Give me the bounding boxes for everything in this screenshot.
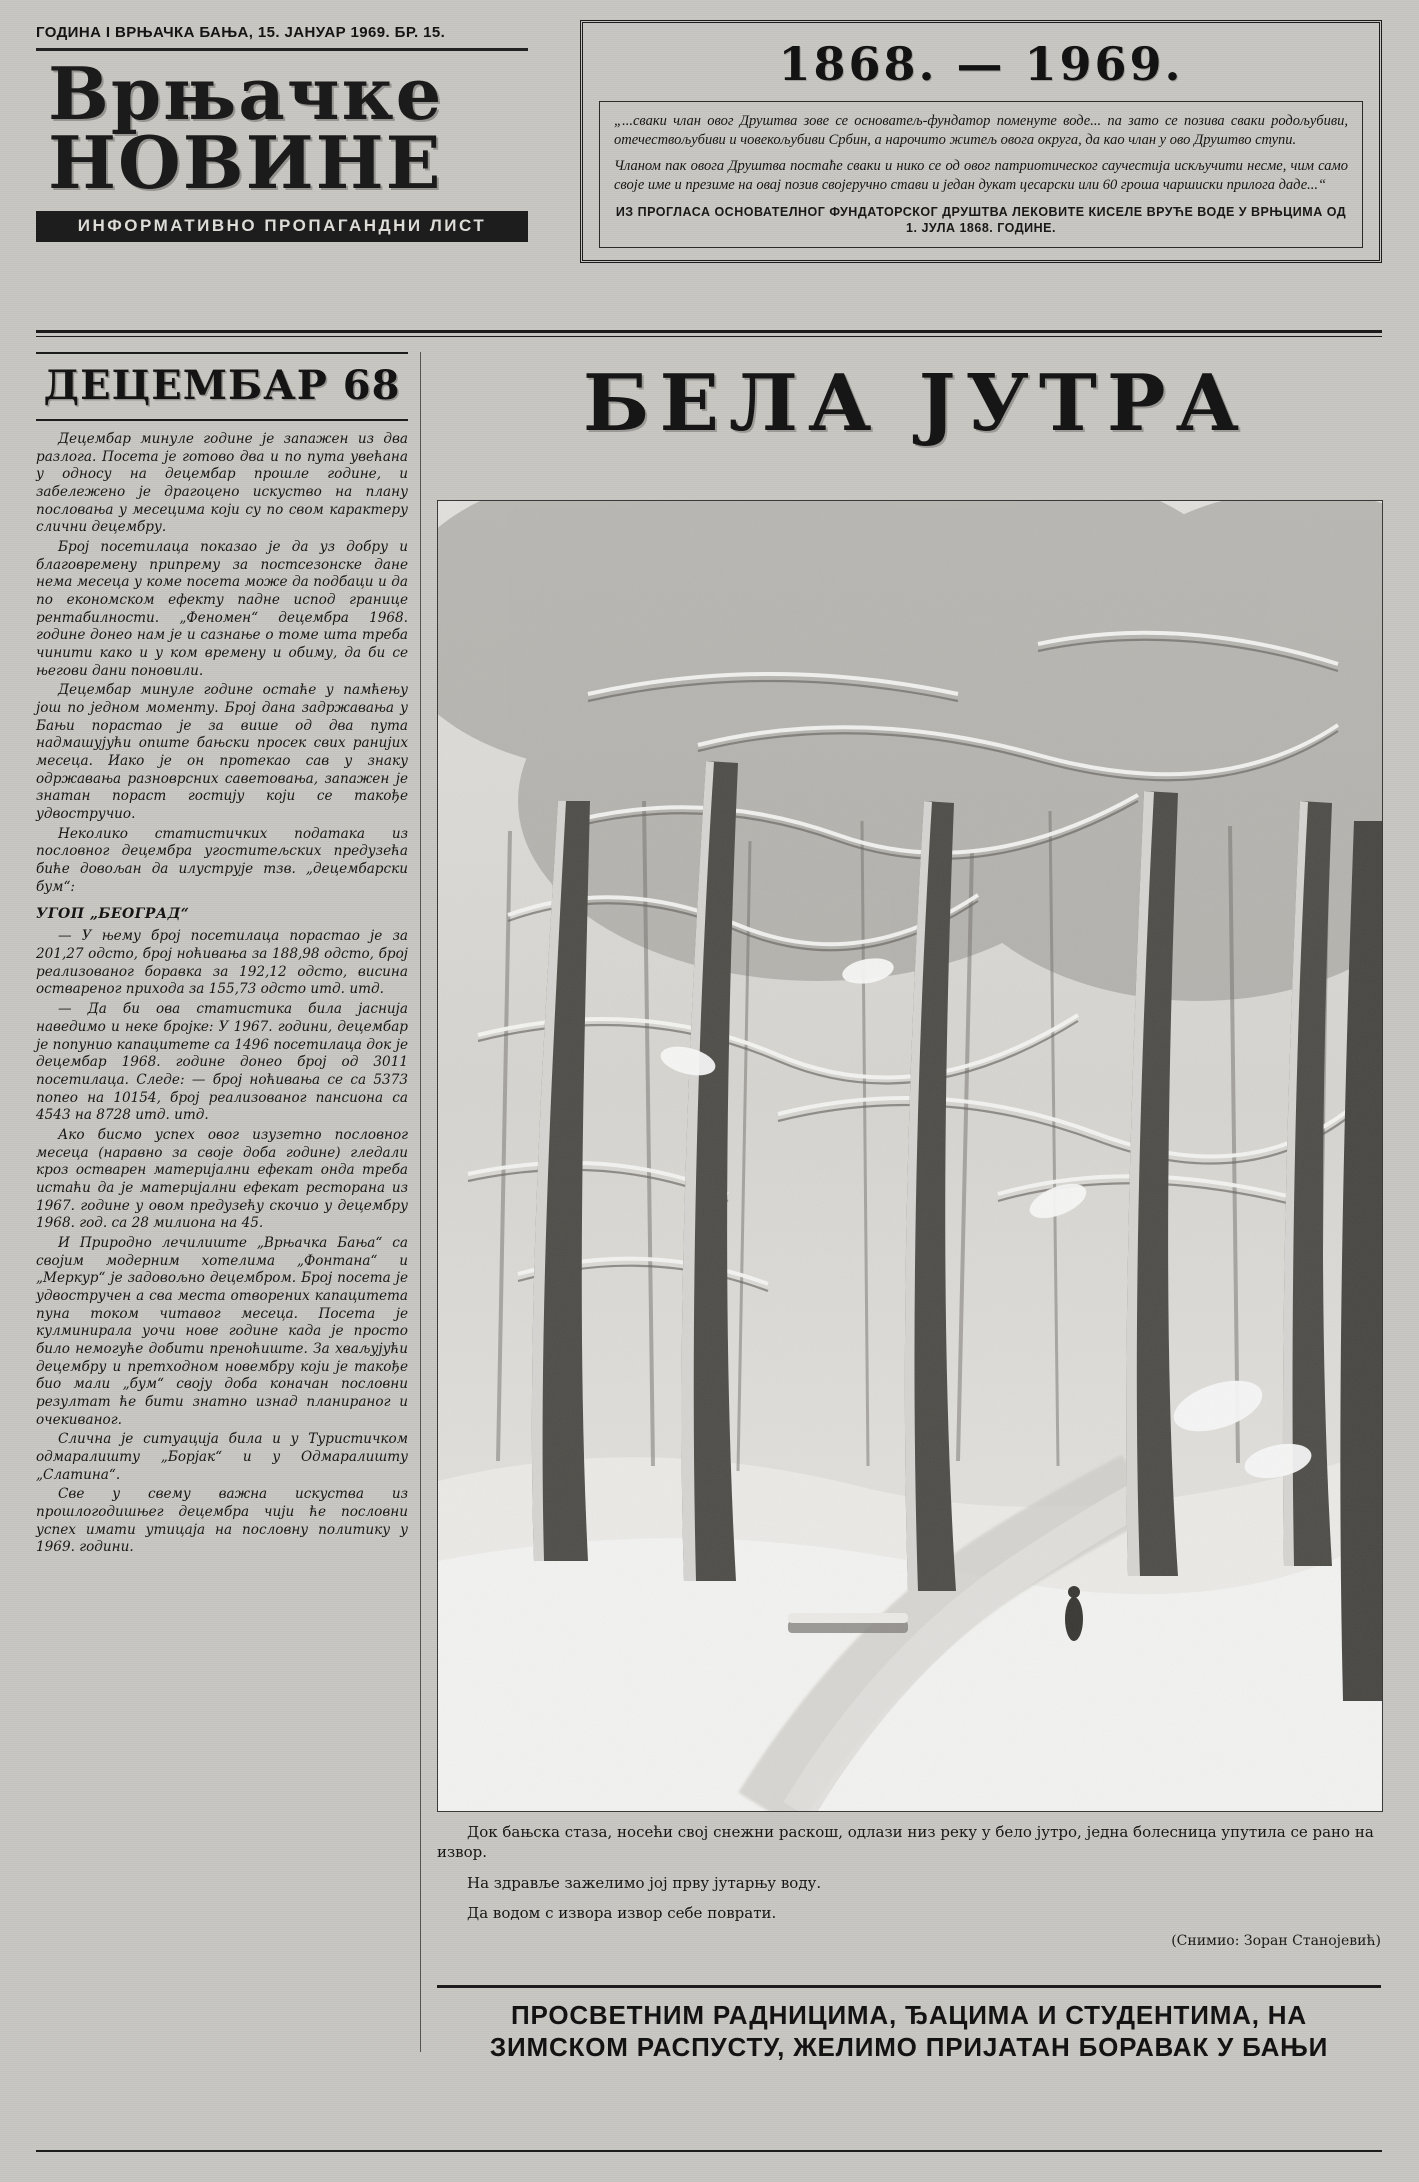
photo-caption xyxy=(437,1822,1381,1949)
article-paragraph: — Да би ова статистика била јаснија наведимо и неке бројке: У 1967. години, децембар је попунио капацитете са 1496 посетилаца док је децембар 1968. године донео број од 3011 посетилаца. Следе: — број ноћивања се са 5373 попео на 10154, број реализованог пансиона са 4543 на 8728 итд. итд. xyxy=(36,1001,408,1124)
photo-credit: (Снимио: Зоран Станојевић) xyxy=(1171,1933,1381,1949)
article-paragraph: Неколико статистичких података из пословног децембра угоститељских предузећа биће довољан да илуструје тзв. „децембарски бум“: xyxy=(36,825,408,895)
article-paragraph: Децембар минуле године остаће у памћењу још по једном моменту. Број дана задржавања у Бањи порастао је за више од два пута надмашујући опште бањски просек свих ранијих месеца. Иако је он протекао сав у знаку одржавања разноврсних саветовања, запажен је знатан пораст гостију који се такође удвостручио. xyxy=(36,682,408,823)
page-bottom-rule xyxy=(36,2150,1382,2152)
caption-line-3: Да водом с извора извор себе поврати. xyxy=(467,1903,777,1922)
quote-inner-frame xyxy=(599,101,1363,248)
article-paragraph: Све у свему важна искуства из прошлогодишњег децембра чији ће пословни успех имати утицаја на пословну политику у 1969. години. xyxy=(36,1486,408,1556)
column-divider xyxy=(420,352,421,2052)
quote-paragraph-1: „...сваки члан овог Друштва зове се основатељ-фундатор поменуте воде... па зато се позива сваки родољубиви, отечествољубиви и човекољубиви Србин, а нарочито житељ овога округа, да као члан у ово Друштво ступи. xyxy=(614,113,1348,149)
article-paragraph: Ако бисмо успех овог изузетно пословног месеца (наравно за своје доба године) гледали кроз остварен материјални ефекат онда треба истаћи да је материјални ефекат ресторана из 1967. године у овом предузећу скочио у децембру 1968. год. са 28 милиона на 45. xyxy=(36,1126,408,1232)
left-column-heading-text: ДЕЦЕМБАР 68 xyxy=(43,362,401,409)
page-headline: БЕЛА ЈУТРА xyxy=(582,358,1250,449)
masthead-title-line1: Врњачке xyxy=(48,51,444,136)
masthead-title-line2: НОВИНЕ xyxy=(48,120,443,206)
caption-line-1: Док бањска стаза, носећи свој снежни раскош, одлази низ реку у бело јутро, једна болесница упутила се рано на извор. xyxy=(437,1823,1374,1862)
winter-forest-photo xyxy=(437,500,1383,1812)
header-divider xyxy=(36,330,1382,333)
bottom-banner xyxy=(437,1985,1381,2063)
article-paragraph: И Природно лечилиште „Врњачка Бања“ са својим модерним хотелима „Фонтана“ и „Меркур“ је задовољно децембром. Број посета је удвостручен а сва места отворених капацитета пуна током читавог месеца. Посета је кулминирала уочи нове године када је просто било немогуће добити преноћиште. За хвaљујући децембру и претходном новембру који је такође био мали „бум“ своју доба коначан пословни резултат ће бити знатно изнад планираног и очекиваног. xyxy=(36,1234,408,1428)
header-divider-thin xyxy=(36,336,1382,337)
photo-graphic xyxy=(438,501,1382,1811)
caption-line-2: На здравље зажелимо јој прву јутарњу воду. xyxy=(467,1873,822,1892)
article-paragraph: Број посетилаца показао је да уз добру и благовремену припрему за постсезонске дане нема месеца у коме посета може да подбаци и да по економском ефекту падне испод границе рентабилности. „Феномен“ децембра 1968. године донео нам је и сазнање о томе шта треба чинити како и у ком времену и обиму, да би се његови дани поновили. xyxy=(36,539,408,679)
founding-quote-box xyxy=(580,20,1382,263)
issue-line: ГОДИНА I ВРЊАЧКА БАЊА, 15. ЈАНУАР 1969. БР. 15. xyxy=(36,24,446,41)
quote-paragraph-2: Чланом пак овога Друштва постаће сваки и нико се од овог патриотическог саучестија искључити несме, чим само своје име и презиме на овај позив својеручно стави и један дукат цесарски или 60 гроша чаршиски прилога даде...“ xyxy=(614,158,1348,194)
quote-source: ИЗ ПРОГЛАСА ОСНОВАТЕЛНОГ ФУНДАТОРСКОГ ДРУШТВА ЛЕКОВИТЕ КИСЕЛЕ ВРУЋЕ ВОДЕ У ВРЊЦИМА ОД 1. ЈУЛА 1868. ГОДИНЕ. xyxy=(615,204,1347,236)
masthead-subtitle: ИНФОРМАТИВНО ПРОПАГАНДНИ ЛИСТ xyxy=(36,211,528,242)
left-column xyxy=(36,352,408,2142)
banner-line-2: ЗИМСКОМ РАСПУСТУ, ЖЕЛИМО ПРИЈАТАН БОРАВАК У БАЊИ xyxy=(489,2031,1329,2062)
article-paragraph: Децембар минуле године је запажен из два разлога. Посета је готово два и по пута увећана у односу на децембар прошле године, и забележено је драгоцено искуство на плану пословања у месецима који су по свом карактеру слични децембру. xyxy=(36,431,408,536)
banner-line-1: ПРОСВЕТНИМ РАДНИЦИМА, ЂАЦИМА И СТУДЕНТИМА, НА xyxy=(511,2000,1307,2030)
article-subheading: УГОП „БЕОГРАД“ xyxy=(36,906,190,923)
anniversary-years: 1868. — 1969. xyxy=(778,37,1184,91)
masthead-logo xyxy=(36,48,546,328)
article-paragraph: — У њему број посетилаца порастао је за 201,27 одсто, број ноћивања за 188,98 одсто, број реализованог боравка за 192,12 одсто, висина оствареног прихода за 155,73 одсто итд. итд. xyxy=(36,928,408,998)
left-column-heading xyxy=(36,352,408,421)
article-paragraph: Слична је ситуација била и у Туристичком одмаралишту „Борјак“ и у Одмаралишту „Слатина“. xyxy=(36,1431,408,1483)
